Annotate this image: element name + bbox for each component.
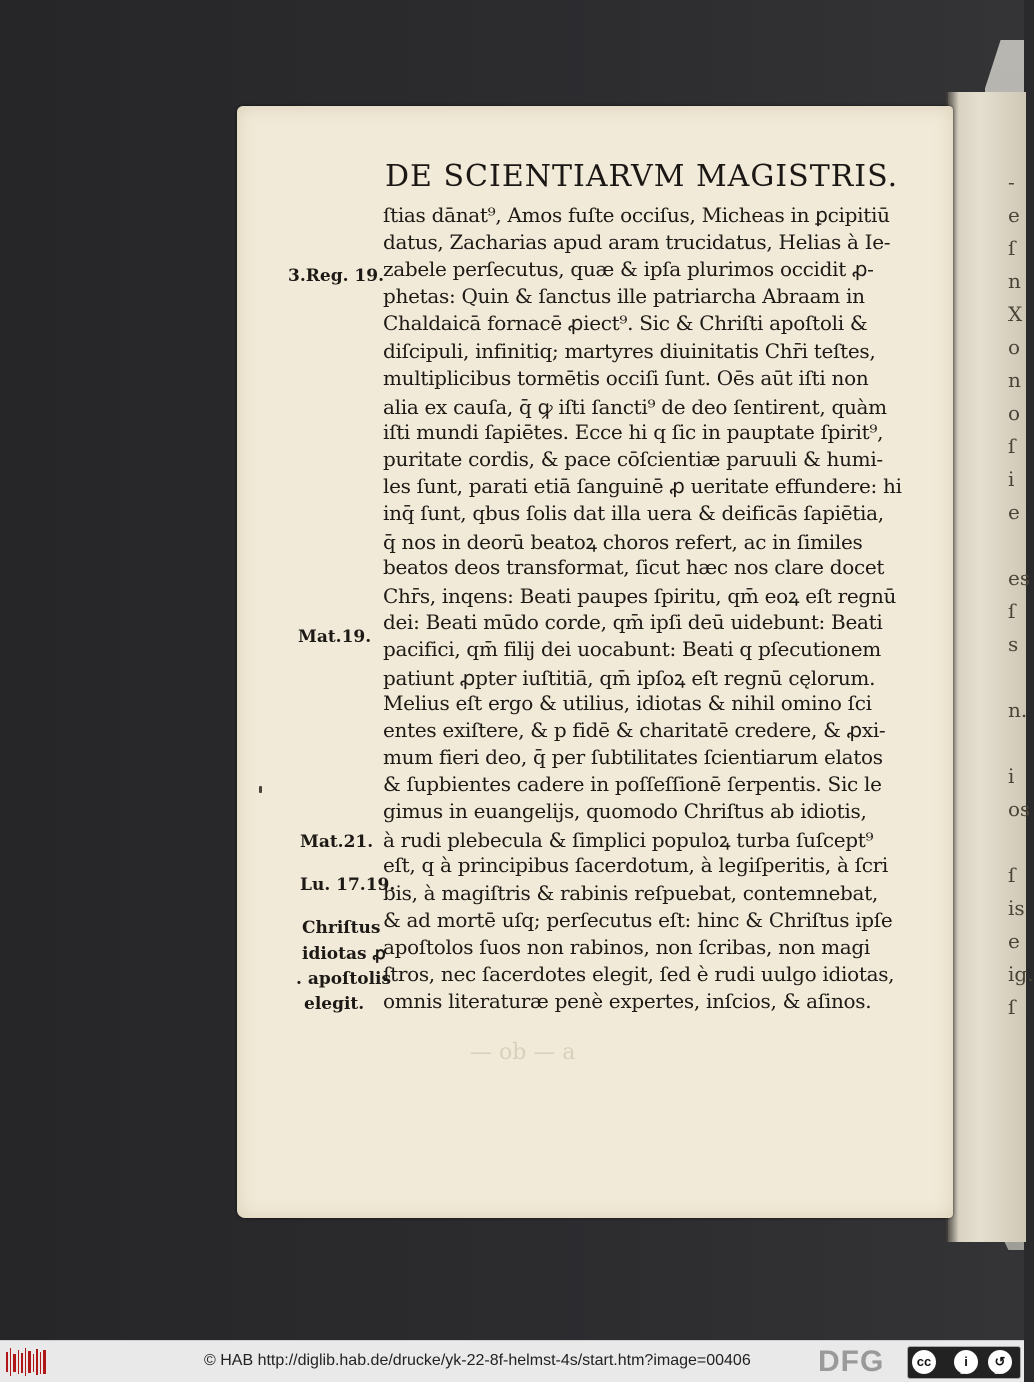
sa-label: SA xyxy=(994,1369,1004,1376)
text-line: pacifici, qm̄ filij dei uocabunt: Beati q pſecutionem xyxy=(383,636,881,661)
edge-letter: e xyxy=(1008,203,1020,227)
edge-letter: ſ xyxy=(1008,434,1016,458)
cc-license-badge[interactable] xyxy=(907,1346,1021,1379)
viewer-footer xyxy=(0,1340,1024,1382)
margin-mark xyxy=(259,786,262,793)
edge-letter: n. xyxy=(1008,698,1028,722)
by-icon: i xyxy=(954,1350,978,1374)
margin-note: Mat.19. xyxy=(298,627,372,647)
edge-letter: e xyxy=(1008,500,1020,524)
edge-letter: i xyxy=(1008,467,1015,491)
text-line: diſcipuli, infinitiq; martyres diuinitatis Chr̄i teſtes, xyxy=(383,338,876,363)
text-line: à rudi plebecula & ſimplici populoꝝ turba ſuſcept⁹ xyxy=(383,828,874,853)
barcode-icon xyxy=(6,1348,48,1376)
edge-letter: e xyxy=(1008,929,1020,953)
margin-note: . apoſtolis xyxy=(296,969,392,989)
sa-icon: ↺ xyxy=(988,1350,1012,1374)
text-line: iſti mundi ſapiētes. Ecce hi q ſic in pauptate ſpirit⁹, xyxy=(383,419,884,444)
text-line: gimus in euangelijs, quomodo Chriſtus ab idiotis, xyxy=(383,799,867,824)
cc-icon: cc xyxy=(912,1350,936,1374)
dfg-logo: DFG xyxy=(818,1345,885,1378)
text-line: Melius eſt ergo & utilius, idiotas & nihil omino ſci xyxy=(383,690,872,715)
edge-letter: is xyxy=(1008,896,1025,920)
text-line: apoſtolos ſuos non rabinos, non ſcribas, non magi xyxy=(383,934,870,959)
edge-letter: ig. xyxy=(1008,962,1034,986)
edge-letter: o xyxy=(1008,401,1021,425)
edge-letter: n xyxy=(1008,368,1021,392)
next-page-letters xyxy=(1008,170,1034,1030)
edge-letter: es xyxy=(1008,566,1031,590)
margin-note: Lu. 17.19. xyxy=(300,875,396,895)
margin-note: Chriſtus xyxy=(302,918,381,938)
margin-note: Mat.21. xyxy=(300,832,374,852)
margin-note: idiotas ꝓ xyxy=(302,944,386,964)
text-line: bis, à magiſtris & rabinis reſpuebat, contemnebat, xyxy=(383,880,878,905)
bleedthrough-text: — ob — a xyxy=(470,1040,576,1065)
margin-note: elegit. xyxy=(304,994,365,1014)
text-line: & ſupbientes cadere in poſſeſſionē ſerpentis. Sic le xyxy=(383,772,882,797)
text-line: inq̄ ſunt, qbus ſolis dat illa uera & deificās ſapiētia, xyxy=(383,501,884,526)
text-line: zabele perſecutus, quæ & ipſa plurimos occidit ꝓ- xyxy=(383,257,874,282)
text-line: dei: Beati mūdo corde, qm̄ ipſi deū uidebunt: Beati xyxy=(383,609,883,634)
edge-letter: i xyxy=(1008,764,1015,788)
text-line: les ſunt, parati etiā ſanguinē ꝓ ueritate effundere: hi xyxy=(383,474,902,498)
text-line: phetas: Quin & ſanctus ille patriarcha Abraam in xyxy=(383,284,865,309)
edge-letter: X xyxy=(1008,302,1023,326)
text-line: ſtros, nec ſacerdotes elegit, ſed è rudi uulgo idiotas, xyxy=(383,961,895,986)
text-line: alia ex cauſa, q̄ ꝙ iſti ſancti⁹ de deo ſentirent, quàm xyxy=(383,394,887,419)
text-line: ſtias dānat⁹, Amos fuſte occiſus, Micheas in ꝑcipitiū xyxy=(383,203,890,227)
text-line: patiunt ꝓpter iuſtitiā, qm̄ ipſoꝝ eſt regnū cęlorum. xyxy=(383,665,876,690)
text-line: Chr̄s, inqens: Beati paupes ſpiritu, qm̄ eoꝝ eſt regnū xyxy=(383,584,897,609)
text-line: beatos deos transformat, ſicut hæc nos clare docet xyxy=(383,555,885,580)
text-line: puritate cordis, & pace cōſcientiæ paruuli & humi- xyxy=(383,446,883,471)
copyright-link[interactable]: © HAB http://diglib.hab.de/drucke/yk-22-8f-helmst-4s/start.htm?image=00406 xyxy=(204,1352,751,1369)
page-header: DE SCIENTIARVM MAGISTRIS. xyxy=(385,159,899,194)
edge-letter: o xyxy=(1008,335,1021,359)
text-line: q̄ nos in deorū beatoꝝ choros refert, ac in ſimiles xyxy=(383,530,863,555)
edge-letter: n xyxy=(1008,269,1021,293)
edge-letter: ſ xyxy=(1008,236,1016,260)
text-line: omnis literaturæ penè expertes, inſcios, & aſinos. xyxy=(383,988,872,1013)
edge-letter: ſ xyxy=(1008,995,1016,1019)
text-line: & ad mortē uſq; perſecutus eſt: hinc & Chriſtus ipſe xyxy=(383,907,893,932)
text-line: mum fieri deo, q̄ per ſubtilitates ſcientiarum elatos xyxy=(383,745,883,769)
text-line: multiplicibus tormētis occiſi ſunt. Oēs aūt iſti non xyxy=(383,365,869,390)
text-line: Chaldaicā fornacē ꝓiect⁹. Sic & Chriſti apoſtoli & xyxy=(383,311,868,336)
text-line: entes exiſtere, & p fidē & charitatē credere, & ꝓxi- xyxy=(383,717,886,742)
margin-note: 3.Reg. 19. xyxy=(288,266,384,286)
edge-letter: ſ xyxy=(1008,863,1016,887)
by-label: BY xyxy=(960,1369,970,1376)
edge-letter: s xyxy=(1008,632,1019,656)
text-line: datus, Zacharias apud aram trucidatus, Helias à Ie- xyxy=(383,230,891,255)
edge-letter: os xyxy=(1008,797,1031,821)
text-line: eſt, q à principibus ſacerdotum, à legiſperitis, à ſcri xyxy=(383,853,889,878)
edge-letter: - xyxy=(1008,170,1015,194)
edge-letter: ſ xyxy=(1008,599,1016,623)
